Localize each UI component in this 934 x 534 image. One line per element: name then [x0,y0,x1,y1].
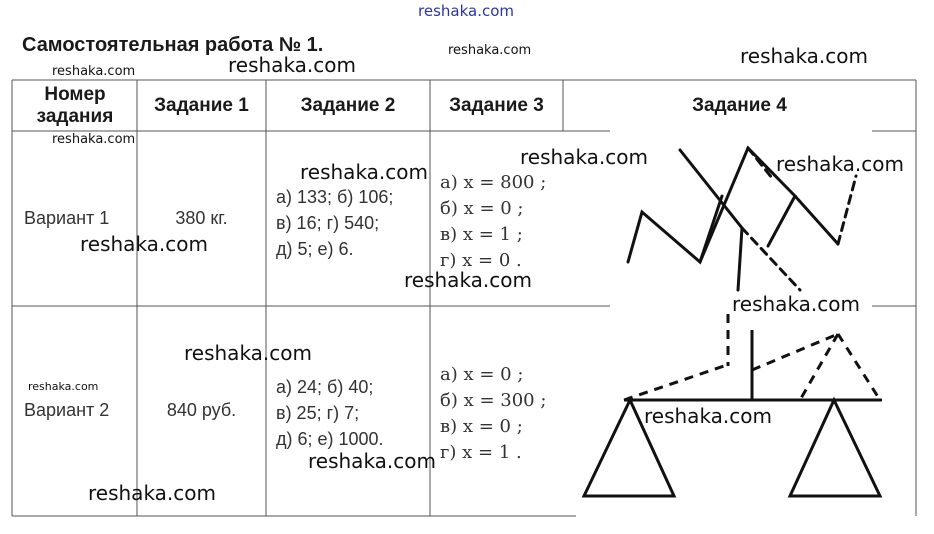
row2-task3-line: в) x = 0 ; [440,416,523,437]
row1-task2-line: а) 133; б) 106; [276,187,394,207]
site-watermark: reshaka.com [80,232,208,256]
site-watermark-top: reshaka.com [418,2,514,20]
header-task-number-line2: задания [36,106,114,127]
header-task-number [14,84,136,128]
site-watermark: reshaka.com [52,64,136,79]
site-watermark: reshaka.com [228,53,356,77]
row1-variant-label: Вариант 1 [24,208,110,228]
site-watermark: reshaka.com [28,380,99,393]
row1-task3-line: а) x = 800 ; [440,172,547,193]
row1-task3-answers [440,170,546,274]
header-task3: Задание 3 [449,95,544,116]
row1-task1-answer: 380 кг. [175,208,228,228]
site-watermark: reshaka.com [184,341,312,365]
site-watermark: reshaka.com [404,268,532,292]
page-title: Самостоятельная работа № 1. [22,34,324,56]
row1-task3-line: в) x = 1 ; [440,224,523,245]
row2-task3-line: б) x = 300 ; [440,390,547,411]
header-task-number-line1: Номер [44,84,106,105]
site-watermark: reshaka.com [88,481,216,505]
site-watermark: reshaka.com [448,43,532,58]
site-watermark: reshaka.com [52,132,136,147]
row1-task3-line: б) x = 0 ; [440,198,524,219]
row2-task2-answers [276,374,384,452]
site-watermark: reshaka.com [732,292,860,316]
row2-task3-answers [440,362,546,466]
row2-task2-line: а) 24; б) 40; [276,377,374,397]
row2-task2-line: д) 6; е) 1000. [276,429,384,449]
row2-task2-line: в) 25; г) 7; [276,403,360,423]
site-watermark: reshaka.com [300,160,428,184]
site-watermark: reshaka.com [644,404,772,428]
row1-task2-line: д) 5; е) 6. [276,239,354,259]
header-task2: Задание 2 [300,95,396,116]
site-watermark: reshaka.com [520,145,648,169]
row2-task3-line: г) x = 1 . [440,442,522,463]
row1-task3-line: г) x = 0 . [440,250,522,271]
site-watermark: reshaka.com [308,449,436,473]
row2-variant-label: Вариант 2 [24,400,110,420]
site-watermark: reshaka.com [740,44,868,68]
row1-task2-line: в) 16; г) 540; [276,213,380,233]
header-task1: Задание 1 [154,95,249,116]
row2-task1-answer: 840 руб. [166,400,237,420]
row2-task3-line: а) x = 0 ; [440,364,524,385]
row1-task2-answers [276,184,393,262]
site-watermark: reshaka.com [776,152,904,176]
header-task4: Задание 4 [692,95,787,116]
